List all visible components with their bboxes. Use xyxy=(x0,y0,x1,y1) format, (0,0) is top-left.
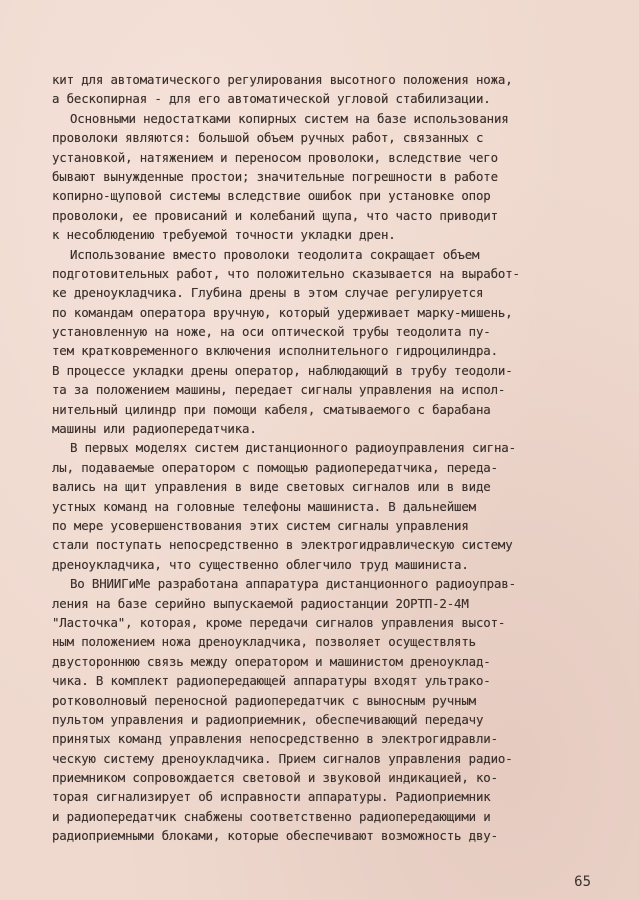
page-number: 65 xyxy=(574,874,591,890)
text-line: ным положением ножа дреноукладчика, позволяет осуществлять xyxy=(52,634,476,650)
text-line: Основными недостатками копирных систем на базе использования xyxy=(70,110,509,126)
text-line: принятых команд управления непосредственно в электрогидравли- xyxy=(52,731,498,747)
text-line: приемником сопровождается световой и звуковой индикацией, ко- xyxy=(52,770,498,786)
text-line: проволоки являются: большой объем ручных работ, связанных с xyxy=(52,130,484,146)
text-line: нительный цилиндр при помощи кабеля, сматываемого с барабана xyxy=(52,401,491,417)
text-line: двустороннюю связь между оператором и машинистом дреноуклад- xyxy=(52,653,491,669)
text-line: к несоблюдению требуемой точности укладки дрен. xyxy=(52,227,396,243)
body-text xyxy=(52,70,592,846)
text-line: а бескопирная - для его автоматической угловой стабилизации. xyxy=(52,91,491,107)
text-line: ления на базе серийно выпускаемой радиостанции 2ОРТП-2-4М xyxy=(52,595,469,611)
text-line: ческую систему дреноукладчика. Прием сигналов управления радио- xyxy=(52,750,513,766)
paragraph xyxy=(52,438,592,574)
paragraph xyxy=(52,574,592,845)
text-line: машины или радиопередатчика. xyxy=(52,421,257,437)
paragraph xyxy=(52,245,592,439)
text-line: вались на щит управления в виде световых сигналов или в виде xyxy=(52,479,491,495)
text-line: торая сигнализирует об исправности аппаратуры. Радиоприемник xyxy=(52,789,491,805)
text-line: кит для автоматического регулирования высотного положения ножа, xyxy=(52,72,513,87)
paragraph xyxy=(52,109,592,245)
text-line: тем кратковременного включения исполнительного гидроцилиндра. xyxy=(52,343,498,359)
text-line: по мере усовершенствования этих систем сигналы управления xyxy=(52,517,469,533)
text-line: установленную на ноже, на оси оптической трубы теодолита пу- xyxy=(52,324,491,340)
text-line: и радиопередатчик снабжены соответственно радиопередающими и xyxy=(52,808,491,824)
text-line: лы, подаваемые оператором с помощью радиопередатчика, переда- xyxy=(52,459,498,475)
text-line: стали поступать непосредственно в электрогидравлическую систему xyxy=(52,537,513,553)
text-line: Во ВНИИГиМе разработана аппаратура дистанционного радиоуправ- xyxy=(70,576,516,592)
text-line: В первых моделях систем дистанционного радиоуправления сигна- xyxy=(70,440,516,456)
text-line: ротковолновый переносной радиопередатчик с выносным ручным xyxy=(52,692,476,708)
text-line: устных команд на головные телефоны машиниста. В дальнейшем xyxy=(52,498,476,514)
text-line: та за положением машины, передает сигналы управления на испол- xyxy=(52,382,506,398)
text-line: дреноукладчика, что существенно облегчило труд машиниста. xyxy=(52,556,469,572)
text-line: проволоки, ее провисаний и колебаний щупа, что часто приводит xyxy=(52,207,498,223)
text-line: подготовительных работ, что положительно сказывается на выработ- xyxy=(52,265,520,281)
text-line: радиоприемными блоками, которые обеспечивают возможность дву- xyxy=(52,828,498,844)
text-line: установкой, натяжением и переносом проволоки, вследствие чего xyxy=(52,149,498,165)
text-line: пультом управления и радиоприемник, обеспечивающий передачу xyxy=(52,711,484,727)
text-line: ке дреноукладчика. Глубина дрены в этом случае регулируется xyxy=(52,285,484,301)
paragraph xyxy=(52,70,592,109)
text-line: "Ласточка", которая, кроме передачи сигналов управления высот- xyxy=(52,614,506,630)
text-line: по командам оператора вручную, который удерживает марку-мишень, xyxy=(52,304,513,320)
text-line: бывают вынужденные простои; значительные погрешности в работе xyxy=(52,168,498,184)
text-line: копирно-щуповой системы вследствие ошибок при установке опор xyxy=(52,188,491,204)
text-line: В процессе укладки дрены оператор, наблюдающий в трубу теодоли- xyxy=(52,362,513,378)
text-line: Использование вместо проволоки теодолита сокращает объем xyxy=(70,246,480,262)
text-line: чика. В комплект радиопередающей аппаратуры входят ультрако- xyxy=(52,673,491,689)
